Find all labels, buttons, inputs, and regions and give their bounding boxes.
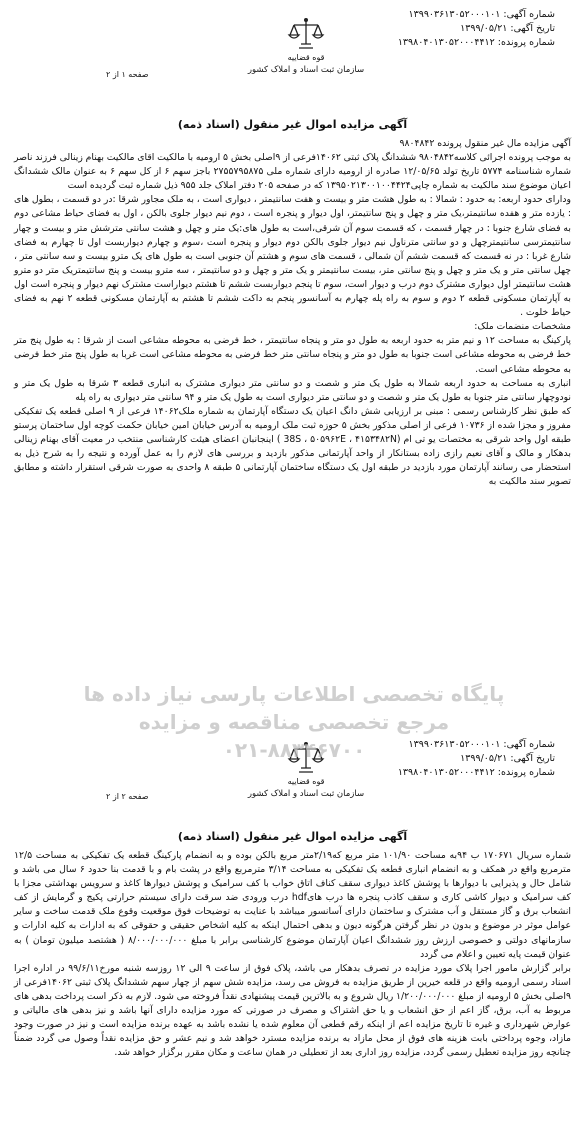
document-page-2	[0, 730, 585, 1138]
org-label: سازمان ثبت اسناد و املاک کشور	[247, 65, 365, 75]
paragraph: که طبق نظر کارشناس رسمی : مبنی بر ارزیابی شش دانگ اعیان یک دستگاه آپارتمان به شماره ملک۱۴۰۶۲ فرعی از ۹ اصلی قطعه یک تفکیکی مفروز و مجزا شده از ۱۰۷۳۶ فرعی از اصلی مذکور بخش ۵ حوزه ثبت ملک ارومیه به آدرس خیابان امین خیابان حکمت کوچه اول ساختمان پرستو طبقه اول واحد شرقی به مختصات یو تی ام (38S ، ۵۰۵۹۶۲E ، ۴۱۵۳۴۸۲N ) اینجانبان اعضای هیئت کارشناسی منتخب در معیت آقای بهنام زینالی بدهکار و مالک و آقای نعیم رازی زاده بستانکار از واحد آپارتمانی مذکور بازدید و بررسی های لازم را به عمل آورده و نتیجه را به شرح ذیل به استحضار می رسانند آپارتمان مورد بازدید در طبقه اول یک دستگاه ساختمان آپارتمانی ۵ طبقه ۸ واحدی به صورت شرقی استقرار داشته و مطابق تصویر سند مالکیت به	[14, 405, 572, 488]
page-title: آگهی مزایده اموال غیر منقول (اسناد ذمه)	[177, 118, 408, 131]
notice-date: تاریخ آگهی: ۱۳۹۹/۰۵/۲۱	[460, 23, 555, 34]
notice-body	[14, 137, 571, 489]
page-number: صفحه ۲ از ۲	[106, 792, 149, 801]
judiciary-label: قوه قضاییه	[287, 777, 325, 786]
paragraph: به موجب پرونده اجرائی کلاسه۹۸۰۴۸۴۲ ششدانگ پلاک ثبتی ۱۴۰۶۲فرعی از ۹اصلی بخش ۵ ارومیه با مالکیت اقای مالکیت بهنام زینالی فرزند ناصر شماره شناسنامه ۵۷۷۴ تاریخ تولد ۱۲/۰۵/۶۵ صادره از ارومیه دارای شماره ملی ۲۷۵۵۷۹۵۸۷۵ باجز سهم ۶ از کل سهم ۶ به عنوان مالک ششدانگ اعیان موضوع سند مالکیت به شماره چاپی۱۳۹۵۰۲۱۳۰۰۱۰۰۴۴۲۴ که در صفحه ۲۰۵ دفتر املاک جلد ۹۵۵ ذیل شماره ثبت گردیده است	[14, 152, 571, 192]
paragraph: برابر گزارش مامور اجرا پلاک مورد مزایده در تصرف بدهکار می باشد، پلاک فوق از ساعت ۹ الی ۱۲ روزسه شنبه مورخ۹۹/۶/۱۱ در اداره اجرا اسناد رسمی ارومیه واقع در قلعه خیرین از طریق مزایده به فروش می رسد، مزایده شش سهم از چهار سهم ششدانگ پلاک ثبتی ۱۴۰۶۲فرعی از ۹اصلی بخش ۵ ارومیه از مبلغ ۱/۲۰۰/۰۰۰/۰۰۰ ریال شروع و به بالاترین قیمت پیشنهادی نقداً فروخته می شود. لازم به ذکر است پرداخت بدهی های مربوط به آب، برق، گاز اعم از حق انشعاب و یا حق اشتراک و مصرف در صورتی که مورد مزایده دارای آنها باشد و نیز بدهی های مالیاتی و عوارض شهرداری و غیره تا تاریخ مزایده اعم از اینکه رقم قطعی آن معلوم شده یا نشده باشد به عهده برنده مزایده است و نیز در صورت وجود مازاد، وجوه پرداختی بابت هزینه های فوق از محل مازاد به برنده مزایده مسترد خواهد شد و نیم عشر و حق مزایده نقداً وصول می گردد ضمناً چنانچه روز مزایده تعطیل رسمی گردد، مزایده روز اداری بعد از تعطیلی در همان ساعت و مکان مقرر برگزار خواهد شد.	[14, 962, 571, 1059]
paragraph: مشخصات منضمات ملک:	[474, 321, 571, 333]
watermark-line: ۰۲۱-۸۸۳۴۶۷۰۰	[222, 738, 366, 762]
page-header	[14, 0, 571, 118]
notice-body	[14, 849, 571, 1060]
watermark-line: مرجع تخصصی مناقصه و مزایده	[138, 710, 450, 734]
page-number: صفحه ۱ از ۲	[106, 70, 149, 79]
watermark-line: پایگاه تخصصی اطلاعات پارسی نیاز داده ها	[83, 682, 505, 706]
emblem-block	[246, 740, 366, 799]
paragraph: انباری به مساحت به حدود اربعه شمالا به طول یک متر و شصت و دو سانتی متر دیواری مشترک به انباری قطعه ۳ شرقا به طول یک متر و نودوچهار سانتی متر جنوبا به طول یک متر و شصت و دو سانتی متر دیواری است به طول یک متر و ۹۴ سانتی متر دیواری به راه پله	[14, 377, 571, 403]
notice-meta	[398, 738, 555, 780]
judiciary-emblem-icon	[286, 740, 326, 776]
file-number: شماره پرونده: ۱۳۹۸۰۴۰۱۳۰۵۲۰۰۰۴۴۱۲	[397, 37, 555, 48]
paragraph: شماره سریال ۱۷۰۶۷۱ ب ۹۴به مساحت ۱۰۱/۹۰ متر مربع که۲/۱۹متر مربع بالکن بوده و به انضمام پارکینگ قطعه یک تفکیکی به مساحت ۱۲/۵ مترمربع واقع در همکف و به انضمام انباری قطعه یک تفکیکی به مساحت ۳/۱۴ مترمربع واقع در پشت بام و با قدمت بنا حدود ۶ سال می باشد و شامل حال و پذیرایی با دیوارها با پوشش کاغذ دیواری سقف کناف اتاق خواب با کف سرامیک و پوشش دیوارها کاغذ و سرویس بهداشتی مجزا با کف سرامیک و دیوار کاشی کاری و سقف کاذب پنجره ها درب هایhdf درب ورودی ضد سرقت دارای سیستم حرارتی پکیج و گرمایش از کف انشعاب برق و گاز مستقل و آب مشترک و ساختمان دارای آسانسور میباشد با عنایت به توضیحات فوق موقعیت وقوع ملک قدمت ساخت و سایر عوامل موثر در موضوع و بدون در نظر گرفتن هرگونه دیون و بدهی احتمال اینکه به کلیه اشخاص حقیقی و حقوقی که به ادارات به کلیه ادارات و سازمانهای دولتی و خصوصی ارزش روز ششدانگ اعیان آپارتمان موضوع کارشناسی برابر با مبلغ ۸/۰۰۰/۰۰۰/۰۰۰ ( هشتصد میلیون تومان ) به عنوان قیمت پایه تعیین و اعلام می گردد	[14, 850, 571, 960]
notice-number: شماره آگهی: ۱۳۹۹۰۳۶۱۳۰۵۲۰۰۰۱۰۱	[408, 9, 555, 20]
judiciary-emblem-icon	[286, 16, 326, 52]
paragraph: آگهی مزایده مال غیر منقول پرونده ۹۸۰۴۸۴۲	[399, 138, 571, 149]
page-title: آگهی مزایده اموال غیر منقول (اسناد ذمه)	[177, 830, 408, 843]
paragraph: پارکینگ به مساحت ۱۲ و نیم متر به حدود اربعه به طول دو متر و پنجاه سانتیمتر ، خط فرضی به محوطه مشاعی است از شرقا : به طول پنج متر خط فرضی به محوطه مشاعی است جنوبا به طول دو متر و پنجاه سانتی متر خط فرضی به محوطه مشاعی است غربا به طول پنج متر خط فرضی به محوطه مشاعی است.	[14, 335, 572, 375]
notice-meta	[398, 8, 555, 50]
page-header	[14, 730, 571, 830]
emblem-block	[246, 16, 366, 75]
notice-date: تاریخ آگهی: ۱۳۹۹/۰۵/۲۱	[460, 753, 555, 764]
notice-number: شماره آگهی: ۱۳۹۹۰۳۶۱۳۰۵۲۰۰۰۱۰۱	[408, 739, 555, 750]
paragraph: ودارای حدود اربعه: به حدود : شمالا : به طول هشت متر و بیست و هفت سانتیمتر ، دیواری است ، به ملک مجاور شرقا :در دو قسمت ، بطول های : یازده متر و هفده سانتیمتر،یک متر و چهل و پنج سانتیمتر، اول دیوار و پنجره است ، دوم نیم دیوار جلوی بالکن ، اول به فضای حیاط مشاعی دوم به فضای شارع جنوبا : در چهار قسمت ، که قسمت سوم آن شرقی،است به طول های:یک متر و چهل و هشت سانتی مترشش متر و بیست و چهار سانتیمترسی سانتیمترچهل و دو سانتی مترناول نیم دیوار جلوی بالکن دوم دیوار و پنجره است ،سوم و چهارم دیواربست اول تا چهارم به فضای شارع غربا : در نه قسمت که قسمت ششم آن شمالی ، قسمت های سوم و هشتم آن جنوبی است به طول های یک مترو بیست و سه سانتی متر ، چهل سانتی متر و یک متر و چهل و پنج سانتی متر، بیست سانتیمتر و یک متر و چهل و دو سانتیمتر ، سه مترو بیست و پنج سانتیمتریک متر دو مترو هشت سانتیمتر اول دیواری مشترک دوم درب و دیوار است، سوم تا پنجم دیواربست ششم تا هشتم دیواراست مشترک نهم دیوار و پنجره است اول به آپارتمان مسکونی قطعه ۲ دوم و سوم به راه پله چهارم به آسانسور پنجم به داکت ششم تا هشتم به آپارتمان مسکونی قطعه ۲ نهم به فضای حیاط خلوت .	[14, 194, 572, 319]
judiciary-label: قوه قضاییه	[287, 53, 325, 62]
file-number: شماره پرونده: ۱۳۹۸۰۴۰۱۳۰۵۲۰۰۰۴۴۱۲	[397, 767, 555, 778]
org-label: سازمان ثبت اسناد و املاک کشور	[247, 789, 365, 799]
